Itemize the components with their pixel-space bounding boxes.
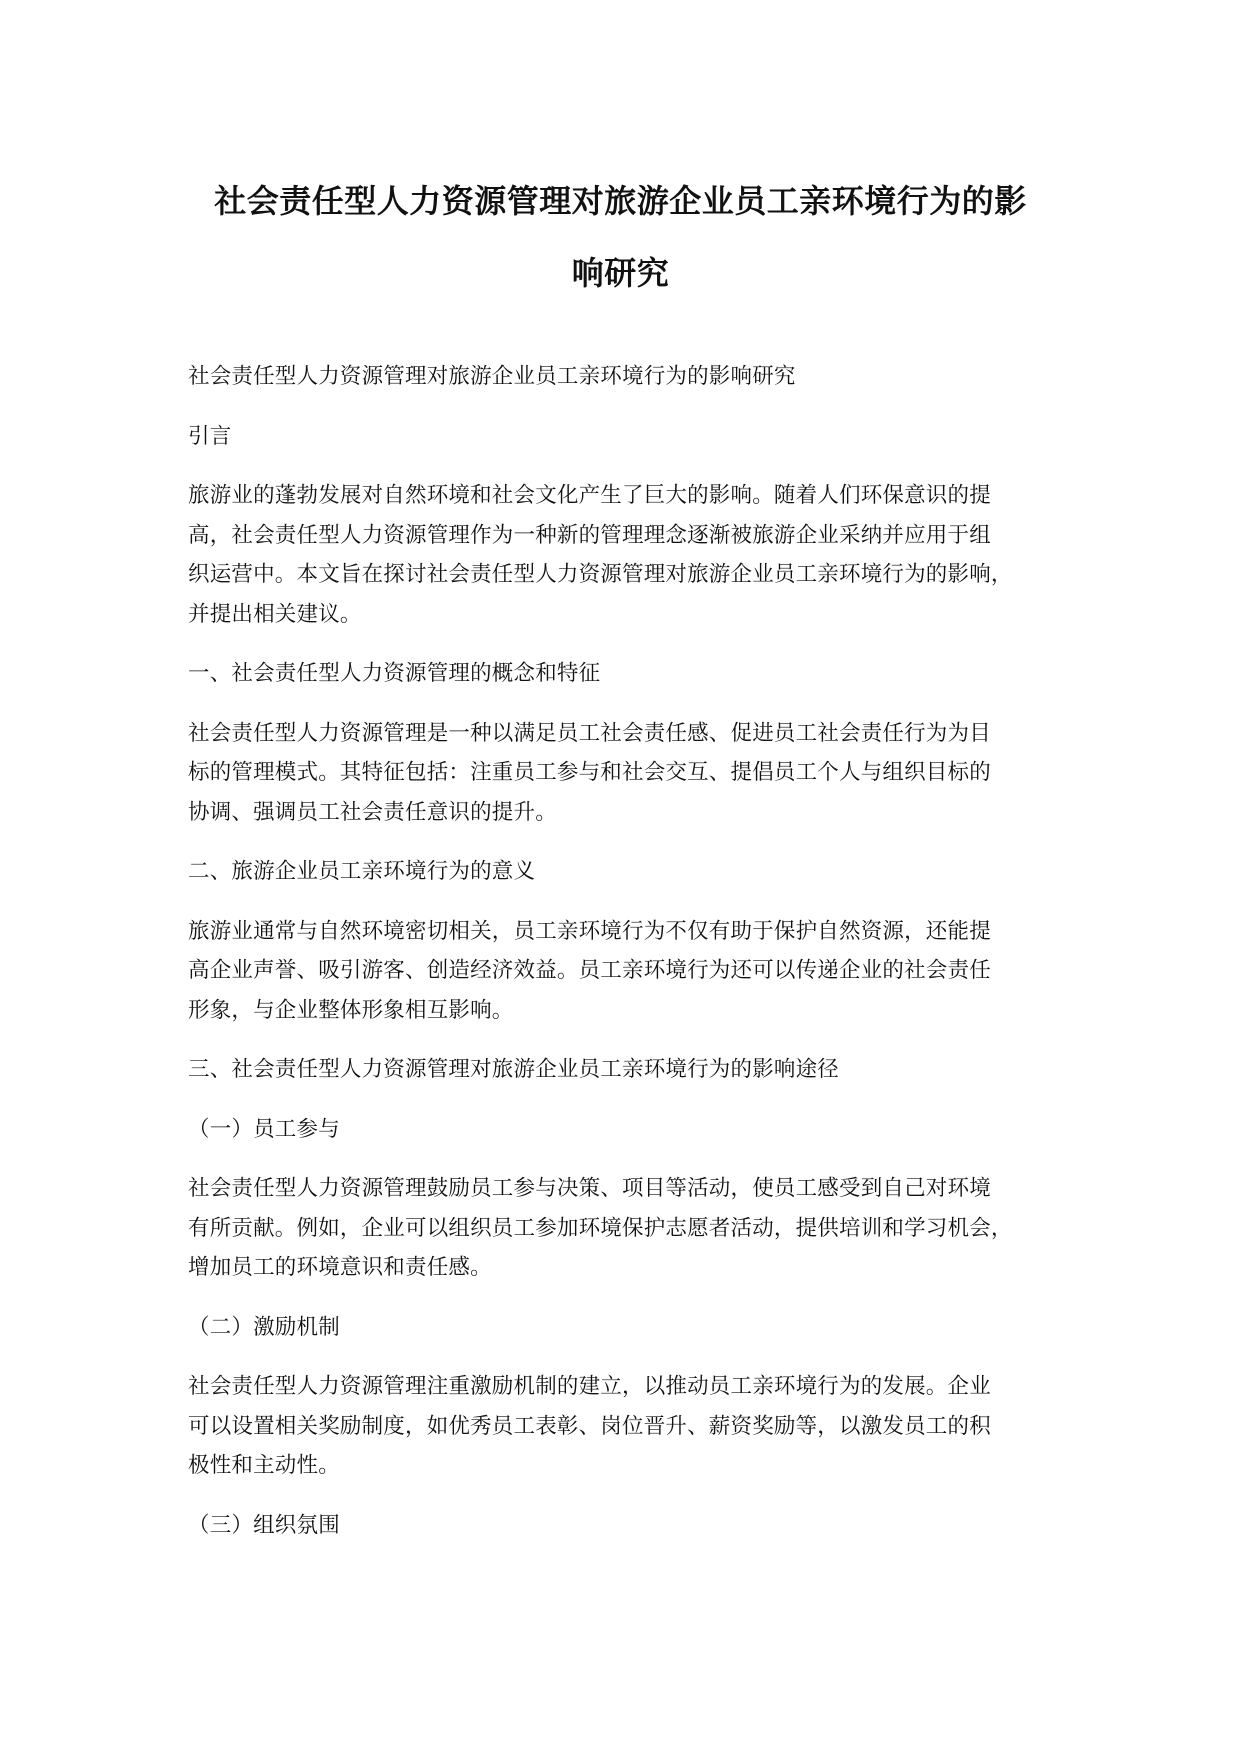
paragraph-line: （三）组织氛围 <box>188 1512 340 1538</box>
paragraph <box>188 852 1078 892</box>
paragraph-line: 一、社会责任型人力资源管理的概念和特征 <box>188 661 601 686</box>
document-title-line-2: 响研究 <box>571 254 670 292</box>
paragraph <box>188 1169 1078 1288</box>
paragraph <box>188 476 1078 634</box>
paragraph <box>188 1050 1078 1090</box>
paragraph-line: 三、社会责任型人力资源管理对旅游企业员工亲环境行为的影响途径 <box>188 1057 840 1082</box>
paragraph-line: 高，社会责任型人力资源管理作为一种新的管理理念逐渐被旅游企业采纳并应用于组 <box>188 522 991 548</box>
paragraph-line: 协调、强调员工社会责任意识的提升。 <box>188 799 557 825</box>
paragraph-line: 并提出相关建议。 <box>188 601 362 627</box>
paragraph <box>188 1308 1078 1348</box>
paragraph-line: （二）激励机制 <box>188 1314 340 1340</box>
paragraph-line: 社会责任型人力资源管理鼓励员工参与决策、项目等活动，使员工感受到自己对环境 <box>188 1176 991 1201</box>
paragraph <box>188 357 1078 397</box>
paragraph <box>188 417 1078 457</box>
paragraph-line: 织运营中。本文旨在探讨社会责任型人力资源管理对旅游企业员工亲环境行为的影响， <box>188 562 1013 587</box>
paragraph-line: 社会责任型人力资源管理是一种以满足员工社会责任感、促进员工社会责任行为为目 <box>188 720 991 746</box>
paragraph-line: 旅游业的蓬勃发展对自然环境和社会文化产生了巨大的影响。随着人们环保意识的提 <box>188 483 991 508</box>
document-body <box>188 357 1078 1565</box>
paragraph-line: 社会责任型人力资源管理对旅游企业员工亲环境行为的影响研究 <box>188 364 796 389</box>
paragraph-line: 极性和主动性。 <box>188 1453 340 1478</box>
paragraph-line: 社会责任型人力资源管理注重激励机制的建立，以推动员工亲环境行为的发展。企业 <box>188 1374 991 1399</box>
paragraph-line: 形象，与企业整体形象相互影响。 <box>188 997 514 1023</box>
paragraph-line: 旅游业通常与自然环境密切相关，员工亲环境行为不仅有助于保护自然资源，还能提 <box>188 918 991 944</box>
document-title-line-1: 社会责任型人力资源管理对旅游企业员工亲环境行为的影 <box>214 182 1027 220</box>
paragraph-line: 引言 <box>188 423 232 449</box>
paragraph <box>188 912 1078 1031</box>
paragraph <box>188 654 1078 694</box>
paragraph-line: （一）员工参与 <box>188 1116 340 1142</box>
paragraph-line: 增加员工的环境意识和责任感。 <box>188 1255 492 1280</box>
paragraph <box>188 1367 1078 1486</box>
paragraph <box>188 714 1078 833</box>
paragraph-line: 标的管理模式。其特征包括：注重员工参与和社会交互、提倡员工个人与组织目标的 <box>188 760 991 785</box>
paragraph-line: 有所贡献。例如，企业可以组织员工参加环境保护志愿者活动，提供培训和学习机会， <box>188 1215 1013 1241</box>
paragraph <box>188 1110 1078 1150</box>
paragraph <box>188 1506 1078 1546</box>
paragraph-line: 可以设置相关奖励制度，如优秀员工表彰、岗位晋升、薪资奖励等，以激发员工的积 <box>188 1413 991 1439</box>
paragraph-line: 二、旅游企业员工亲环境行为的意义 <box>188 859 536 884</box>
paragraph-line: 高企业声誉、吸引游客、创造经济效益。员工亲环境行为还可以传递企业的社会责任 <box>188 958 991 983</box>
